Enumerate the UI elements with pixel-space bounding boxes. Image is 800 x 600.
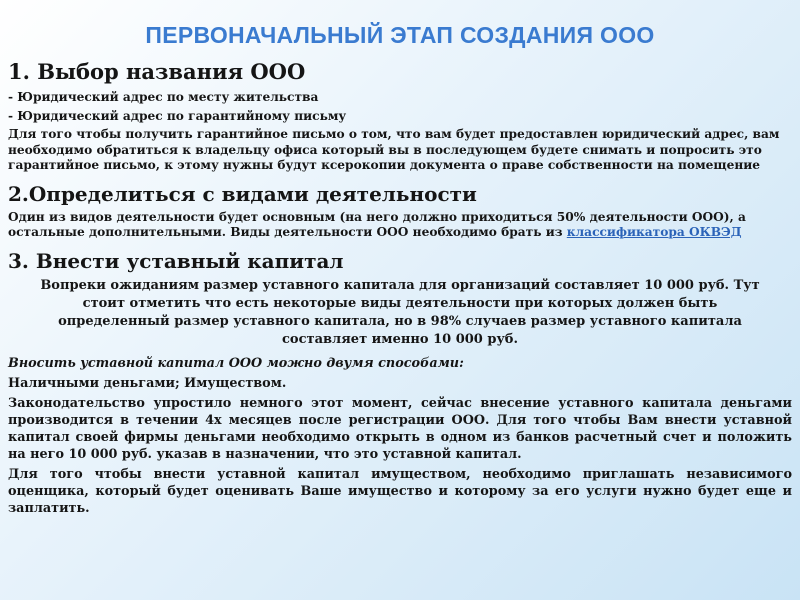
slide-content: [8, 60, 792, 520]
section-1-paragraph: Для того чтобы получить гарантийное письмо о том, что вам будет предоставлен юридический адрес, вам необходимо обратиться к владельцу офиса который вы в последующем будете снимать и попросить это гарантийное письмо, к этому нужны будут ксерокопии документа о праве собственности на помещение: [8, 127, 780, 172]
slide-title: ПЕРВОНАЧАЛЬНЫЙ ЭТАП СОЗДАНИЯ ООО: [145, 22, 655, 48]
section-2-text: Один из видов деятельности будет основным (на него должно приходиться 50% деятельности ООО), а остальные дополнительными. Виды деятельности ООО необходимо брать из: [8, 209, 746, 239]
section-3-paragraph-2: Для того чтобы внести уставной капитал имуществом, необходимо приглашать независимого оценщика, который будет оценивать Ваше имущество и которому за его услуги нужно будет еще и заплатить.: [8, 466, 792, 516]
section-3-heading: 3. Внести уставный капитал: [8, 248, 344, 273]
section-3-methods: Наличными деньгами; Имуществом.: [8, 375, 287, 391]
section-1-heading: 1. Выбор названия ООО: [8, 59, 306, 84]
section-1-bullet-1: - Юридический адрес по месту жительства: [8, 90, 319, 104]
section-3-italic-line: Вносить уставной капитал ООО можно двумя способами:: [8, 355, 464, 371]
okved-link[interactable]: классификатора ОКВЭД: [566, 225, 742, 239]
section-2-heading: 2.Определиться с видами деятельности: [8, 181, 477, 206]
section-1-bullet-2: - Юридический адрес по гарантийному письму: [8, 108, 347, 123]
section-3-centered-paragraph: Вопреки ожиданиям размер уставного капитала для организаций составляет 10 000 руб. Тут стоит отметить что есть некоторые виды деятельности при которых должен быть определенный размер уставного капитала, но в 98% случаев размер уставного капитала составляет именно 10 000 руб.: [40, 277, 760, 347]
section-3-paragraph-1: Законодательство упростило немного этот момент, сейчас внесение уставного капитала деньгами производится в течении 4х месяцев после регистрации ООО. Для того чтобы Вам внести уставной капитал своей фирмы деньгами необходимо открыть в одном из банков расчетный счет и положить на него 10 000 руб. указав в назначении, что это уставной капитал.: [8, 395, 792, 462]
section-2-paragraph: [8, 210, 792, 241]
